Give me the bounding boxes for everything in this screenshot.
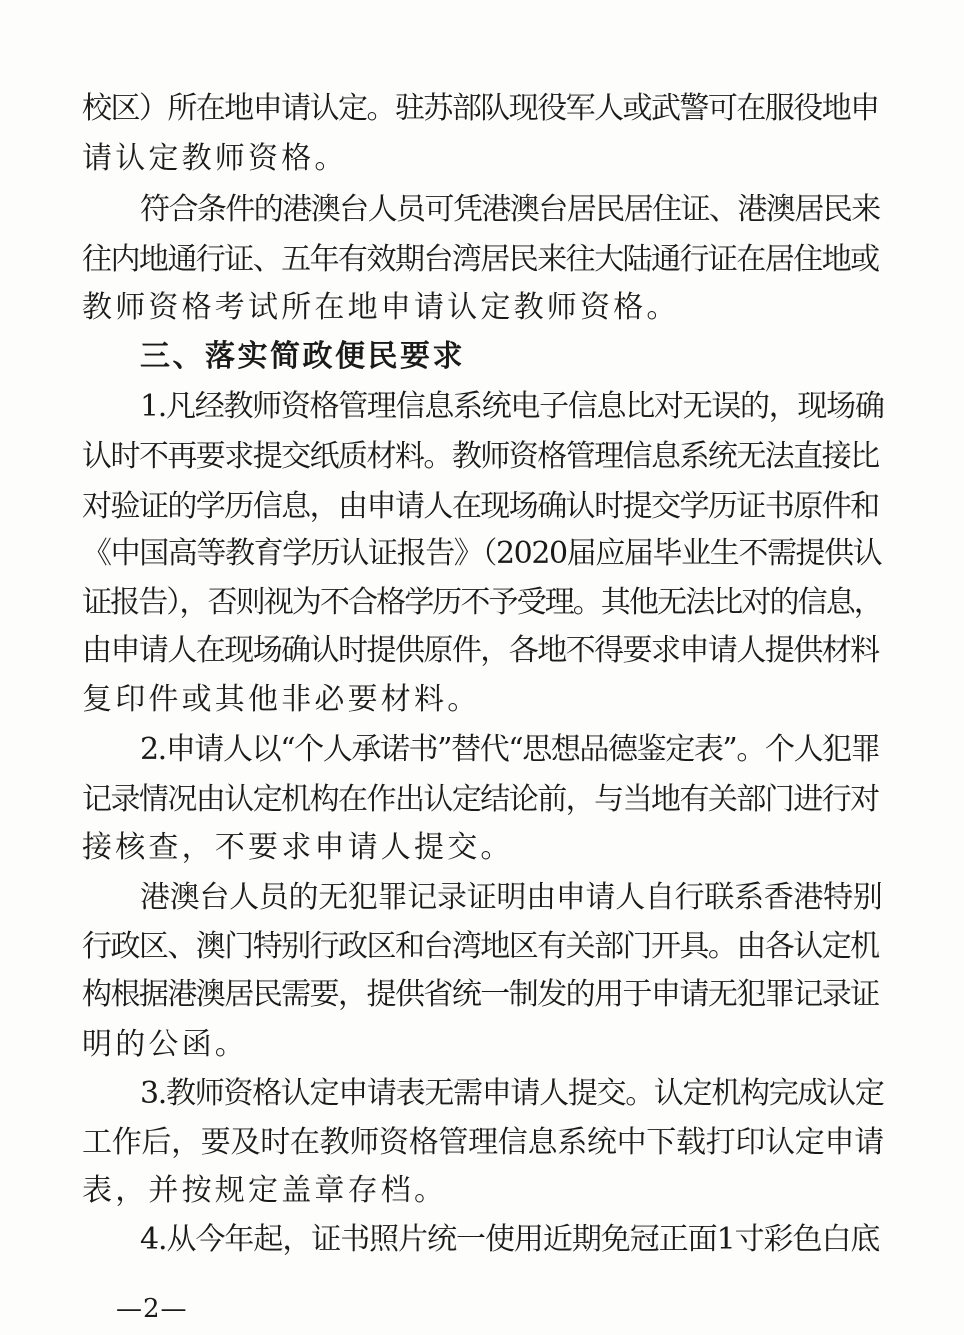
text-line: 往内地通行证、五年有效期台湾居民来往大陆通行证在居住地或 (82, 242, 879, 277)
text-line: 校区）所在地申请认定。驻苏部队现役军人或武警可在服役地申 (82, 91, 879, 126)
text-line: 对验证的学历信息，由申请人在现场确认时提交学历证书原件和 (82, 489, 879, 524)
section-heading: 三、落实简政便民要求 (140, 339, 465, 374)
text-line: 符合条件的港澳台人员可凭港澳台居民居住证、港澳居民来 (140, 192, 880, 227)
text-line: 请认定教师资格。 (82, 141, 348, 176)
text-line: 行政区、澳门特别行政区和台湾地区有关部门开具。由各认定机 (82, 929, 879, 964)
text-line: 证报告），否则视为不合格学历不予受理。其他无法比对的信息， (82, 585, 882, 620)
text-line: 4.从今年起，证书照片统一使用近期免冠正面1寸彩色白底 (140, 1222, 880, 1257)
text-line: 《中国高等教育学历认证报告》（2020届应届毕业生不需提供认 (82, 536, 882, 571)
text-line: 记录情况由认定机构在作出认定结论前，与当地有关部门进行对 (82, 782, 879, 817)
text-line: 工作后，要及时在教师资格管理信息系统中下载打印认定申请 (82, 1125, 884, 1160)
text-line: 认时不再要求提交纸质材料。教师资格管理信息系统无法直接比 (82, 439, 879, 474)
text-line: 1.凡经教师资格管理信息系统电子信息比对无误的，现场确 (140, 389, 884, 424)
text-line: 构根据港澳居民需要，提供省统一制发的用于申请无犯罪记录证 (82, 977, 879, 1012)
text-line: 港澳台人员的无犯罪记录证明由申请人自行联系香港特别 (140, 880, 883, 915)
text-line: 3.教师资格认定申请表无需申请人提交。认定机构完成认定 (140, 1076, 884, 1111)
text-line: 复印件或其他非必要材料。 (82, 682, 481, 717)
text-line: 接核查，不要求申请人提交。 (82, 830, 514, 865)
text-line: 表，并按规定盖章存档。 (82, 1173, 448, 1208)
text-line: 由申请人在现场确认时提供原件，各地不得要求申请人提供材料 (82, 633, 879, 668)
page-number: —2— (116, 1294, 188, 1324)
text-line: 2.申请人以“个人承诺书”替代“思想品德鉴定表”。个人犯罪 (140, 732, 880, 767)
text-line: 明的公函。 (82, 1027, 248, 1062)
text-line: 教师资格考试所在地申请认定教师资格。 (82, 290, 680, 325)
